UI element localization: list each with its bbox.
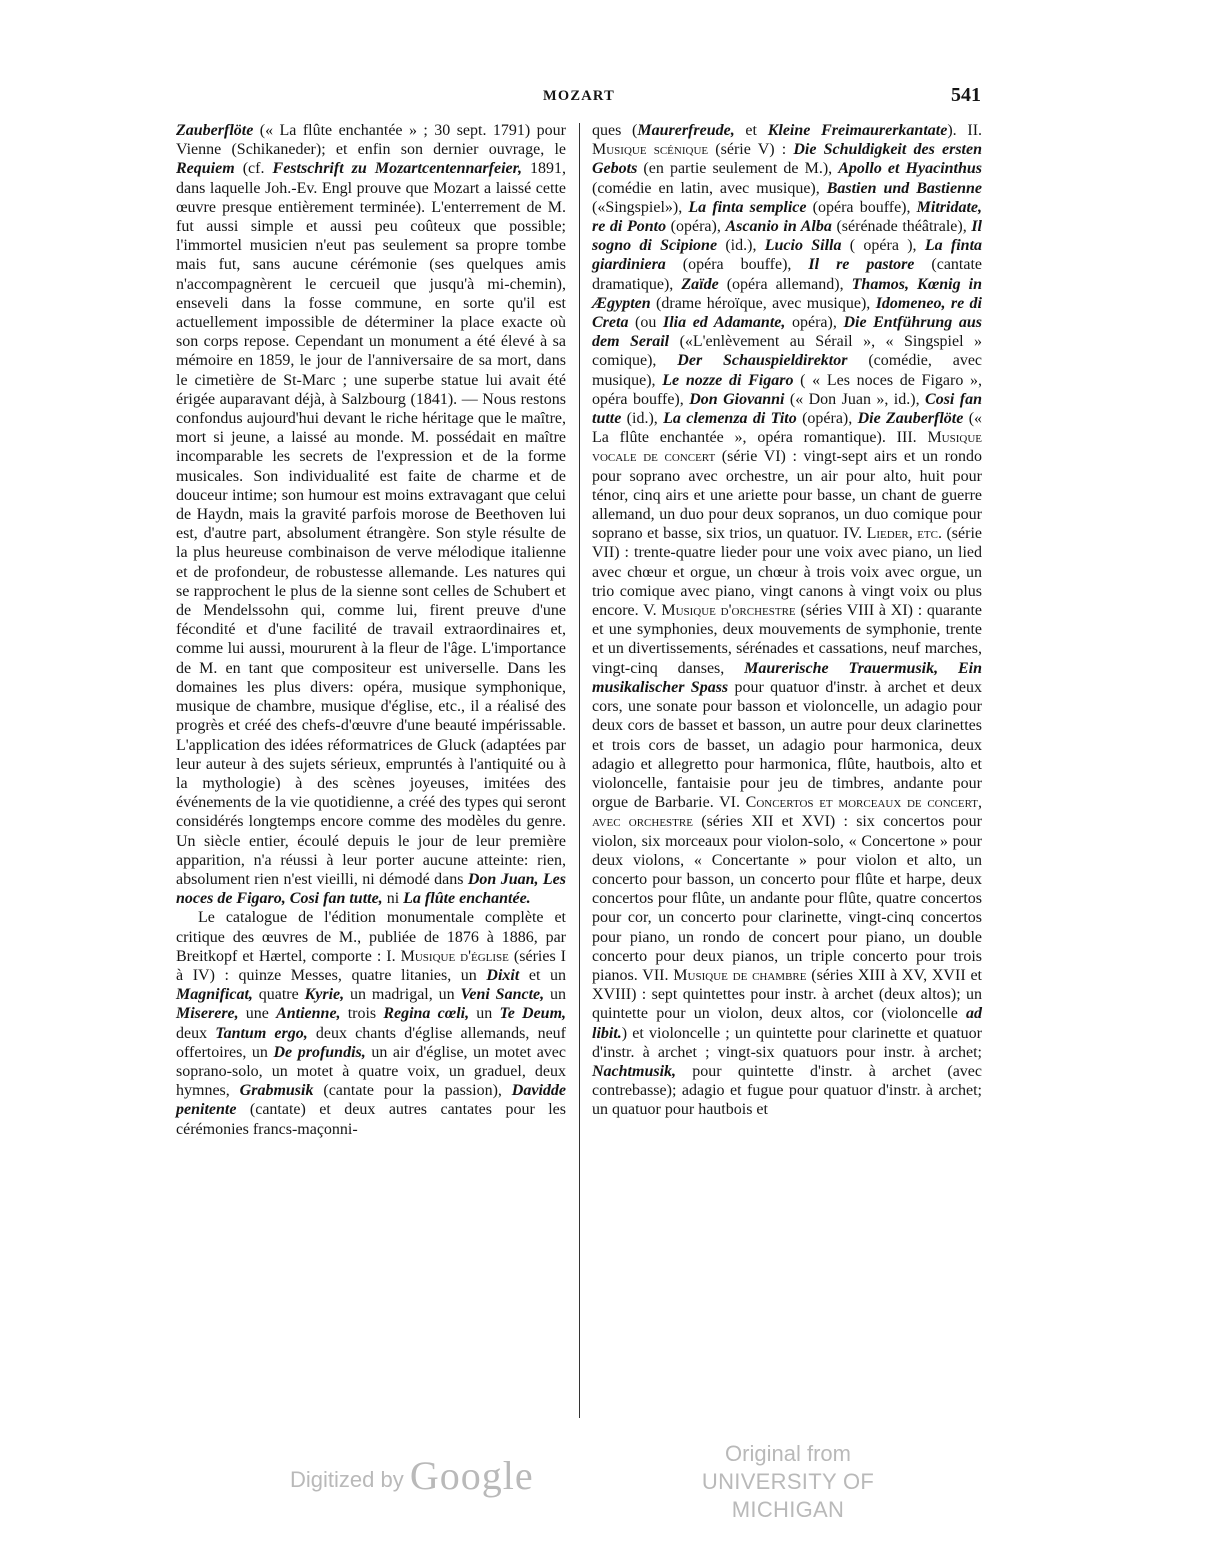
text-run: (opéra bouffe), [665,256,809,274]
text-run: et un [519,966,566,984]
text-run: (cf. [234,160,273,178]
text-run: (opéra), [666,218,726,236]
italic-title: Grabmusik [239,1082,314,1100]
text-run: (en partie seulement de M.), [637,160,839,178]
text-run: (comédie en latin, avec musique), [592,179,827,197]
origin-label: Original from [725,1441,851,1466]
italic-title: Antienne, [276,1005,341,1023]
text-run: ques ( [592,122,638,139]
text-run: trois [340,1005,384,1023]
italic-title: Zaïde [681,275,719,293]
text-run: (séries VIII à XI) : quarante et une symphonies, deux mouvements de symphonie, trente et un divertissements, sérénades et cassations, neuf marches, vingt-cinq danses, [592,602,982,677]
google-logo-text: Google [409,1453,534,1498]
text-run: ( « Les noces de Figaro », opéra bouffe), [592,371,983,408]
section-heading: Lieder, etc. [866,525,942,543]
page-header [175,84,983,114]
digitization-footer [0,1440,1207,1522]
italic-title: Magnificat, [176,986,253,1004]
text-run: (comédie, avec musique), [592,352,983,389]
italic-title: Kleine Freimaurerkantate [767,122,948,139]
italic-title: Le nozze di Figaro [662,371,794,389]
italic-title: La clemenza di Tito [663,410,797,428]
text-run: Le catalogue de l'édition monumentale complète et critique des œuvres de M., publiée de 1876 à 1886, par Breitkopf et Hærtel, comporte : I. [176,909,566,965]
italic-title: Regina cœli, [383,1005,470,1023]
text-run: (opéra bouffe), [806,198,917,216]
section-heading: Musique d'orchestre [661,602,796,620]
text-run: quatre [252,986,305,1004]
text-run: (séries XII et XVI) : six concertos pour violon, six morceaux pour violon-solo, « Concertone » pour deux violons, « Concertante » pour violon et alto, un concerto pour basson, un concerto pour flûte et harpe, deux concertos pour flûte, un andante pour flûte, quatre concertos pour cor, un concerto pour clarinette, vingt-cinq concertos pour piano, un rondo de concert pour piano, un double concerto pour deux pianos, un triple concerto pour trois pianos. VII. [592,813,982,984]
text-run: opéra), [785,314,844,332]
italic-title: Cosi fan tutte [592,390,983,428]
text-run: (sérénade théâtrale), [831,218,972,236]
paragraph [176,908,566,1138]
text-run: (id.), [717,237,765,255]
text-run: («L'enlèvement au Sérail », « Singspiel » comique), [592,333,982,370]
italic-title: Miserere, [176,1005,239,1023]
origin-institution: UNIVERSITY OF MICHIGAN [701,1469,875,1522]
italic-title: Don Juan, Les noces de Figaro, Cosi fan tutte, [176,870,566,908]
italic-title: La finta giardiniera [592,237,983,274]
section-heading: Musique vocale de concert [592,429,982,466]
text-run: (drame héroïque, avec musique), [650,294,876,312]
italic-title: La flûte enchantée. [403,890,531,908]
italic-title: Kyrie, [304,986,345,1004]
text-run: pour quintette d'instr. à archet (avec contrebasse); adagio et fugue pour quatuor d'instr. à archet; un quatuor pour hautbois et [592,1062,982,1119]
italic-title: Die Zauberflöte [857,410,964,428]
italic-title: Apollo et Hyacinthus [838,160,982,178]
paragraph [592,121,982,1120]
italic-title: Il sogno di Scipione [592,218,982,255]
italic-title: Don Giovanni [689,390,785,408]
italic-title: Te Deum, [499,1005,567,1023]
text-run: (cantate) et deux autres cantates pour les cérémonies francs-maçonni- [176,1101,566,1138]
italic-title: Nachtmusik, [592,1062,677,1080]
italic-title: Die Schuldigkeit des ersten Gebots [592,141,982,178]
section-heading: Musique scénique [592,141,709,159]
italic-title: Zauberflöte [176,122,254,139]
text-run: (série VII) : trente-quatre lieder pour une voix avec piano, un lied avec chœur et orgue, un chœur à trois voix avec orgue, un trio comique avec piano, vingt canons à vingt voix ou plus encore. V. [592,525,982,620]
text-run: (opéra), [796,410,858,428]
text-run: (cantate pour la passion), [313,1082,512,1100]
digitized-by-watermark [290,1452,534,1499]
page-number: 541 [951,84,981,106]
italic-title: Tantum ergo, [215,1024,308,1042]
right-column [592,121,982,1120]
text-run: deux chants d'église allemands, neuf offertoires, un [176,1024,566,1061]
text-run: (série VI) : vingt-sept airs et un rondo pour soprano avec orchestre, un air pour alto, huit pour ténor, cinq airs et une ariette pour basse, un chant de guerre allemand, un duo pour deux sopranos, un duo comique pour soprano et basse, six trios, un quatuor. IV. [592,448,982,543]
italic-title: Ilia ed Adamante, [662,314,786,332]
italic-title: La finta semplice [688,198,807,216]
italic-title: Veni Sancte, [460,986,545,1004]
text-run: («Singspiel»), [592,198,689,216]
italic-title: Mitridate, re di Ponto [592,198,983,236]
origin-watermark [668,1440,908,1524]
text-run: et [734,122,768,139]
text-run: deux [176,1024,216,1042]
italic-title: Idomeneo, re di Creta [592,294,982,332]
column-divider [579,123,580,1418]
text-run: (« La flûte enchantée » ; 30 sept. 1791) pour Vienne (Schikaneder); et enfin son dernier ouvrage, le [176,122,566,159]
text-run: un [544,986,566,1004]
text-run: (cantate dramatique), [592,256,983,293]
italic-title: Lucio Silla [764,237,842,255]
text-run: (ou [628,314,663,332]
italic-title: Die Entführung aus dem Serail [592,314,983,351]
text-run: un [469,1005,500,1023]
italic-title: Maurerische Trauermusik, Ein musikalischer Spass [592,659,982,696]
text-run: (id.), [621,410,664,428]
text-run: (série V) : [708,141,794,159]
text-run: ). II. [947,122,983,139]
digitized-label: Digitized by [290,1467,404,1492]
italic-title: Requiem [176,160,235,178]
italic-title: De profundis, [273,1043,366,1061]
section-heading: Musique de chambre [673,966,807,984]
text-run: 1891, dans laquelle Joh.-Ev. Engl prouve que Mozart a laissé cette œuvre presque entièrement terminée). L'enterrement de M. fut aussi simple et aussi peu coûteux que possible; l'immortel musicien n'eut pas seulement sa propre tombe mais fut, sans aucune cérémonie (ses quelques amis n'accompagnèrent le cercueil que jusqu'à mi-chemin), enseveli dans la fosse commune, en sorte qu'il est actuellement impossible de déterminer la place exacte où son corps repose. Cependant un monument a été élevé à sa mémoire en 1859, le jour de l'anniversaire de sa mort, dans le cimetière de St-Marc ; une superbe statue lui avait été érigée auparavant déjà, à Salzbourg (1841). — Nous restons confondus aujourd'hui devant le riche héritage que le maître, mort si jeune, a laissé au monde. M. possédait en maître incomparable les secrets de l'expression et de la forme musicales. Son individualité est faite de charme et de douceur intime; son humour est moins extravagant que celui de Haydn, mais la gravité parfois morose de Beethoven lui est, d'autre part, absolument étrangère. Son style résulte de la plus heureuse combinaison de verve mélodique italienne et de profondeur, de robustesse allemande. Les natures qui se rapprochent le plus de la sienne sont celles de Schubert et de Mendelssohn qui, comme lui, firent preuve d'une fécondité et d'une facilité de travail extraordinaires et, comme lui aussi, moururent à la fleur de l'âge. L'importance de M. en tant que compositeur est universelle. Dans les domaines les plus divers: opéra, musique symphonique, musique de chambre, musique d'église, etc., il a réalisé des progrès et créé des chefs-d'œuvre d'une beauté impérissable. L'application des idées réformatrices de Gluck (adaptées par leur auteur à des sujets sérieux, empruntés à l'antiquité ou à la mythologie) à des scènes joyeuses, imitées des événements de la vie quotidienne, a créé des types qui seront considérés longtemps encore comme des modèles du genre. Un siècle entier, écoulé depuis le jour de leur première apparition, n'a réussi à leur porter aucune atteinte: rien, absolument rien n'est vieilli, ni démodé dans [176,160,567,888]
italic-title: Bastien und Bastienne [826,179,982,197]
text-run: un air d'église, un motet avec soprano-solo, un motet à quatre voix, un graduel, deux hymnes, [176,1043,567,1100]
text-run: un madrigal, un [344,986,461,1004]
paragraph [176,121,566,908]
italic-title: Der Schauspieldirektor [677,352,848,370]
italic-title: Ascanio in Alba [725,218,832,236]
section-heading: Musique d'église [400,947,509,965]
text-run: (opéra allemand), [718,275,852,293]
italic-title: Dixit [486,966,520,984]
italic-title: Thamos, Kœnig in Ægypten [592,275,982,312]
text-run: ) et violoncelle ; un quintette pour clarinette et quatuor d'instr. à archet ; vingt-six quatuors pour instr. à archet; [592,1024,982,1061]
text-run: (« La flûte enchantée », opéra romantique). III. [592,410,983,447]
text-run: pour quatuor d'instr. à archet et deux cors, une sonate pour basson et violoncelle, un adagio pour deux cors de basset et basson, un autre pour deux clarinettes et trois cors de basset, un adagio pour harmonica, deux adagio et allegretto pour harmonica, flûte, hautbois, alto et violoncelle, fantaisie pour jeu de timbres, andante pour orgue de Barbarie. VI. [592,678,982,812]
text-run: (séries XIII à XV, XVII et XVIII) : sept quintettes pour instr. à archet (deux altos); un quintette pour un violon, deux altos, cor (violoncelle [592,966,982,1023]
text-run: une [238,1005,277,1023]
left-column [176,121,566,1139]
text-run: (« Don Juan », id.), [784,390,926,408]
text-run: ni [382,890,404,908]
italic-title: Il re pastore [808,256,915,274]
text-run: ( opéra ), [841,237,925,255]
text-run: (séries I à IV) : quinze Messes, quatre litanies, un [176,947,566,984]
running-head: MOZART [543,88,615,104]
italic-title: Davidde penitente [176,1082,566,1119]
italic-title: Festschrift zu Mozartcentennarfeier, [272,160,522,178]
section-heading: Concertos et morceaux de concert, avec orchestre [592,794,982,831]
italic-title: ad libit. [592,1005,982,1042]
italic-title: Maurerfreude, [637,122,735,139]
